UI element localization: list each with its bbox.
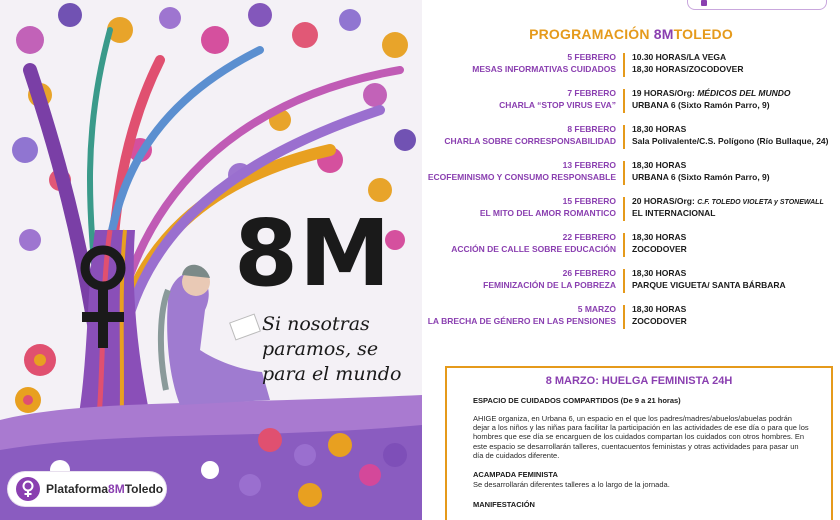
event-place: ZOCODOVER	[632, 244, 687, 254]
strike-box	[445, 366, 833, 520]
event-place: ZOCODOVER	[632, 316, 687, 326]
event-time: 18,30 HORAS	[632, 232, 687, 242]
event-date: 22 FEBRERO	[562, 232, 616, 242]
event-place: PARQUE VIGUETA/ SANTA BÁRBARA	[632, 280, 786, 290]
event-row	[422, 88, 840, 116]
poster-headline: 8M	[234, 200, 392, 307]
event-time: 18,30 HORAS	[632, 304, 687, 314]
event-date: 5 FEBRERO	[567, 52, 616, 62]
event-name: CHARLA “STOP VIRUS EVA”	[499, 100, 616, 110]
event-row	[422, 268, 840, 296]
camp-text: Se desarrollarán diferentes talleres a lo largo de la jornada.	[473, 480, 670, 489]
event-time: 10.30 HORAS/LA VEGA	[632, 52, 727, 62]
event-row	[422, 52, 840, 80]
strike-body: AHIGE organiza, en Urbana 6, un espacio en el que los padres/madres/abuelos/abuelas podrán dejar a los niños y las niñas para facilitar la participación en las actividades de ese día o para que los hombres que ese día se encarguen de los cuidados compartan los cuidados con otros hombres. En este espacio se desarrollarán talleres, cuentacuentos feministas y otras actividades para pasar un día de cuidados diferente.	[473, 414, 809, 460]
schedule-panel	[422, 0, 840, 520]
top-tab	[687, 0, 827, 10]
event-divider	[623, 125, 625, 149]
event-name: CHARLA SOBRE CORRESPONSABILIDAD	[444, 136, 616, 146]
event-row	[422, 160, 840, 188]
event-place: URBANA 6 (Sixto Ramón Parro, 9)	[632, 100, 770, 110]
event-divider	[623, 53, 625, 77]
event-divider	[623, 269, 625, 293]
event-date: 13 FEBRERO	[562, 160, 616, 170]
event-name: EL MITO DEL AMOR ROMANTICO	[479, 208, 616, 218]
event-time: 18,30 HORAS	[632, 160, 687, 170]
event-place: 18,30 HORAS/ZOCODOVER	[632, 64, 744, 74]
event-divider	[623, 161, 625, 185]
event-place: Sala Polivalente/C.S. Polígono (Río Bullaque, 24)	[632, 136, 829, 146]
event-time: 18,30 HORAS	[632, 124, 687, 134]
event-name: LA BRECHA DE GÉNERO EN LAS PENSIONES	[427, 316, 616, 326]
event-row	[422, 232, 840, 260]
event-row	[422, 196, 840, 224]
event-date: 15 FEBRERO	[562, 196, 616, 206]
event-date: 5 MARZO	[577, 304, 616, 314]
event-time: 19 HORAS/Org: MÉDICOS DEL MUNDO	[632, 88, 791, 98]
event-place: URBANA 6 (Sixto Ramón Parro, 9)	[632, 172, 770, 182]
strike-subtitle: ESPACIO DE CUIDADOS COMPARTIDOS (De 9 a 21 horas)	[473, 396, 681, 405]
event-time: 20 HORAS/Org: C.F. TOLEDO VIOLETA y STONEWALL	[632, 196, 824, 206]
event-divider	[623, 89, 625, 113]
event-name: FEMINIZACIÓN DE LA POBREZA	[483, 280, 616, 290]
event-time: 18,30 HORAS	[632, 268, 687, 278]
event-name: MESAS INFORMATIVAS CUIDADOS	[472, 64, 616, 74]
event-divider	[623, 233, 625, 257]
march-heading: MANIFESTACIÓN	[473, 500, 535, 509]
event-place: EL INTERNACIONAL	[632, 208, 716, 218]
event-name: ACCIÓN DE CALLE SOBRE EDUCACIÓN	[451, 244, 616, 254]
schedule-title: PROGRAMACIÓN 8MTOLEDO	[529, 26, 733, 42]
event-row	[422, 124, 840, 152]
platform-name: Plataforma8MToledo	[46, 482, 164, 496]
venus-icon	[16, 477, 40, 501]
event-date: 26 FEBRERO	[562, 268, 616, 278]
strike-title: 8 MARZO: HUELGA FEMINISTA 24H	[545, 375, 733, 387]
event-divider	[623, 197, 625, 221]
event-date: 8 FEBRERO	[567, 124, 616, 134]
platform-badge	[8, 472, 166, 506]
poster-slogan: Si nosotras paramos, se para el mundo	[262, 313, 402, 385]
event-divider	[623, 305, 625, 329]
camp-heading: ACAMPADA FEMINISTA	[473, 470, 558, 479]
event-row	[422, 304, 840, 332]
event-name: ECOFEMINISMO Y CONSUMO RESPONSABLE	[427, 172, 616, 182]
event-date: 7 FEBRERO	[567, 88, 616, 98]
